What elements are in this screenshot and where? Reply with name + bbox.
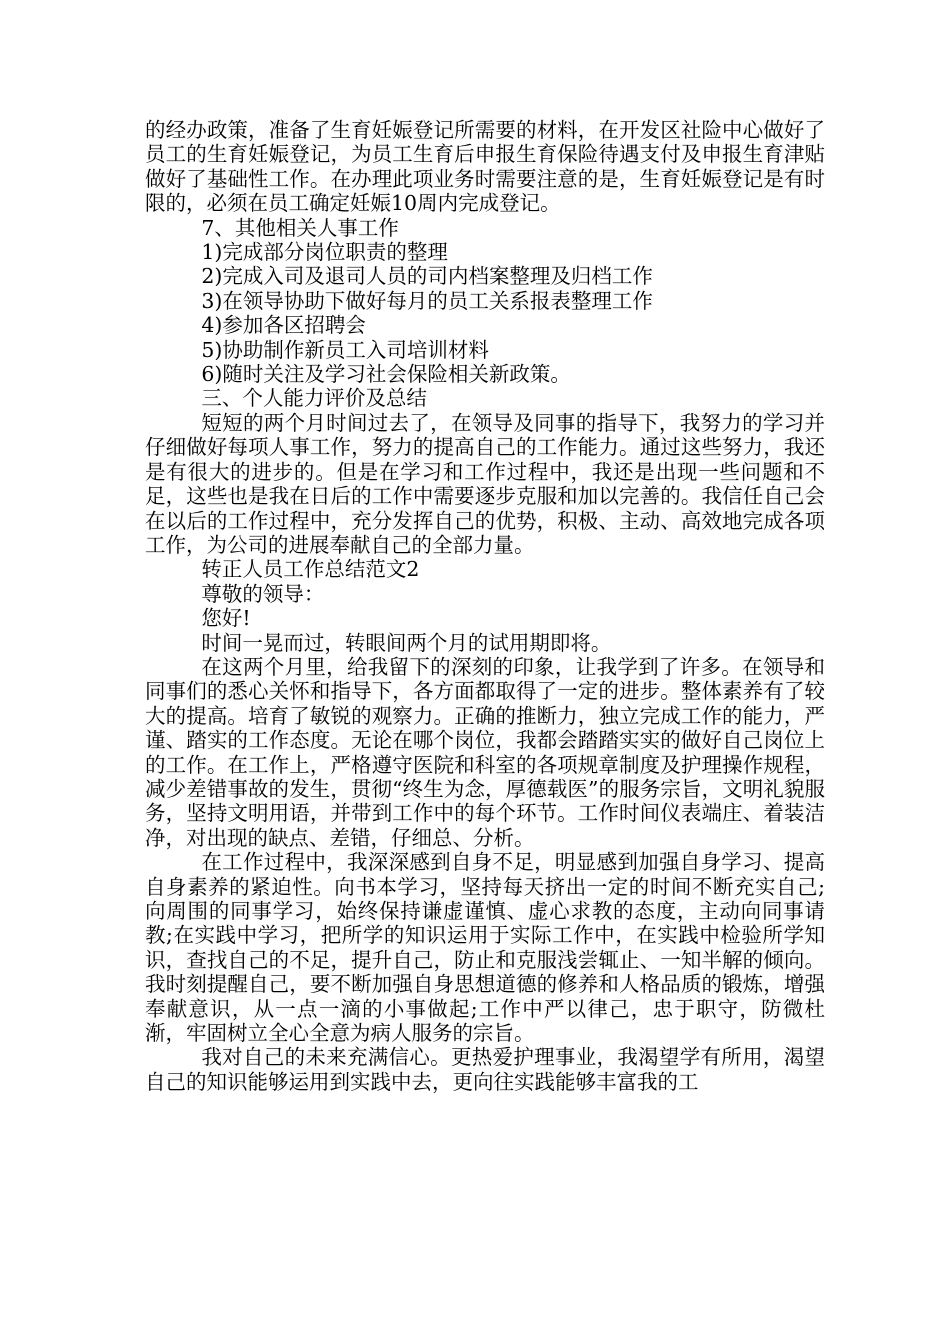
- list-item: 5)协助制作新员工入司培训材料: [201, 337, 489, 362]
- list-item: 3)在领导协助下做好每月的员工关系报表整理工作: [201, 288, 653, 313]
- list-item: 1)完成部分岗位职责的整理: [201, 240, 448, 265]
- list-item: 2)完成入司及退司人员的司内档案整理及归档工作: [201, 264, 653, 289]
- paragraph-future: 我对自己的未来充满信心。更热爱护理事业，我渴望学有所用，渴望自己的知识能够运用到实践中去，更向往实践能够丰富我的工: [145, 1045, 825, 1094]
- heading-sample-2: 转正人员工作总结范文2: [201, 557, 420, 582]
- list-item: 6)随时关注及学习社会保险相关新政策。: [201, 362, 571, 387]
- paragraph-intro: 时间一晃而过，转眼间两个月的试用期即将。: [201, 630, 612, 655]
- heading-other-hr-work: 7、其他相关人事工作: [201, 215, 399, 240]
- paragraph-maternity-registration: 的经办政策，准备了生育妊娠登记所需要的材料，在开发区社险中心做好了员工的生育妊娠登记，为员工生育后申报生育保险待遇支付及申报生育津贴做好了基础性工作。在办理此项业务时需要注意的是，生育妊娠登记是有时限的，必须在员工确定妊娠10周内完成登记。: [145, 118, 825, 216]
- paragraph-two-months: 在这两个月里，给我留下的深刻的印象，让我学到了许多。在领导和同事们的悉心关怀和指导下，各方面都取得了一定的进步。整体素养有了较大的提高。培育了敏锐的观察力。正确的推断力，独立完成工作的能力，严谨、踏实的工作态度。无论在哪个岗位，我都会踏踏实实的做好自己岗位上的工作。在工作上，严格遵守医院和科室的各项规章制度及护理操作规程，减少差错事故的发生，贯彻“终生为念，厚德载医”的服务宗旨，文明礼貌服务，坚持文明用语，并带到工作中的每个环节。工作时间仪表端庄、着装洁净，对出现的缺点、差错，仔细总、分析。: [145, 654, 825, 850]
- paragraph-self-improvement: 在工作过程中，我深深感到自身不足，明显感到加强自身学习、提高自身素养的紧迫性。向书本学习，坚持每天挤出一定的时间不断充实自己;向周围的同事学习，始终保持谦虚谨慎、虚心求教的态度，主动向同事请教;在实践中学习，把所学的知识运用于实际工作中，在实践中检验所学知识，查找自己的不足，提升自己，防止和克服浅尝辄止、一知半解的倾向。我时刻提醒自己，要不断加强自身思想道德的修养和人格品质的锻炼，增强奉献意识，从一点一滴的小事做起;工作中严以律己，忠于职守，防微杜渐，牢固树立全心全意为病人服务的宗旨。: [145, 850, 825, 1046]
- paragraph-summary: 短短的两个月时间过去了，在领导及同事的指导下，我努力的学习并仔细做好每项人事工作，努力的提高自己的工作能力。通过这些努力，我还是有很大的进步的。但是在学习和工作过程中，我还是出现一些问题和不足，这些也是我在日后的工作中需要逐步克服和加以完善的。我信任自己会在以后的工作过程中，充分发挥自己的优势，积极、主动、高效地完成各项工作，为公司的进展奉献自己的全部力量。: [145, 410, 825, 557]
- greeting: 您好!: [201, 606, 251, 631]
- document-body: [145, 118, 825, 1094]
- heading-self-evaluation: 三、个人能力评价及总结: [201, 386, 427, 411]
- salutation: 尊敬的领导：: [201, 581, 325, 606]
- list-item: 4)参加各区招聘会: [201, 313, 366, 338]
